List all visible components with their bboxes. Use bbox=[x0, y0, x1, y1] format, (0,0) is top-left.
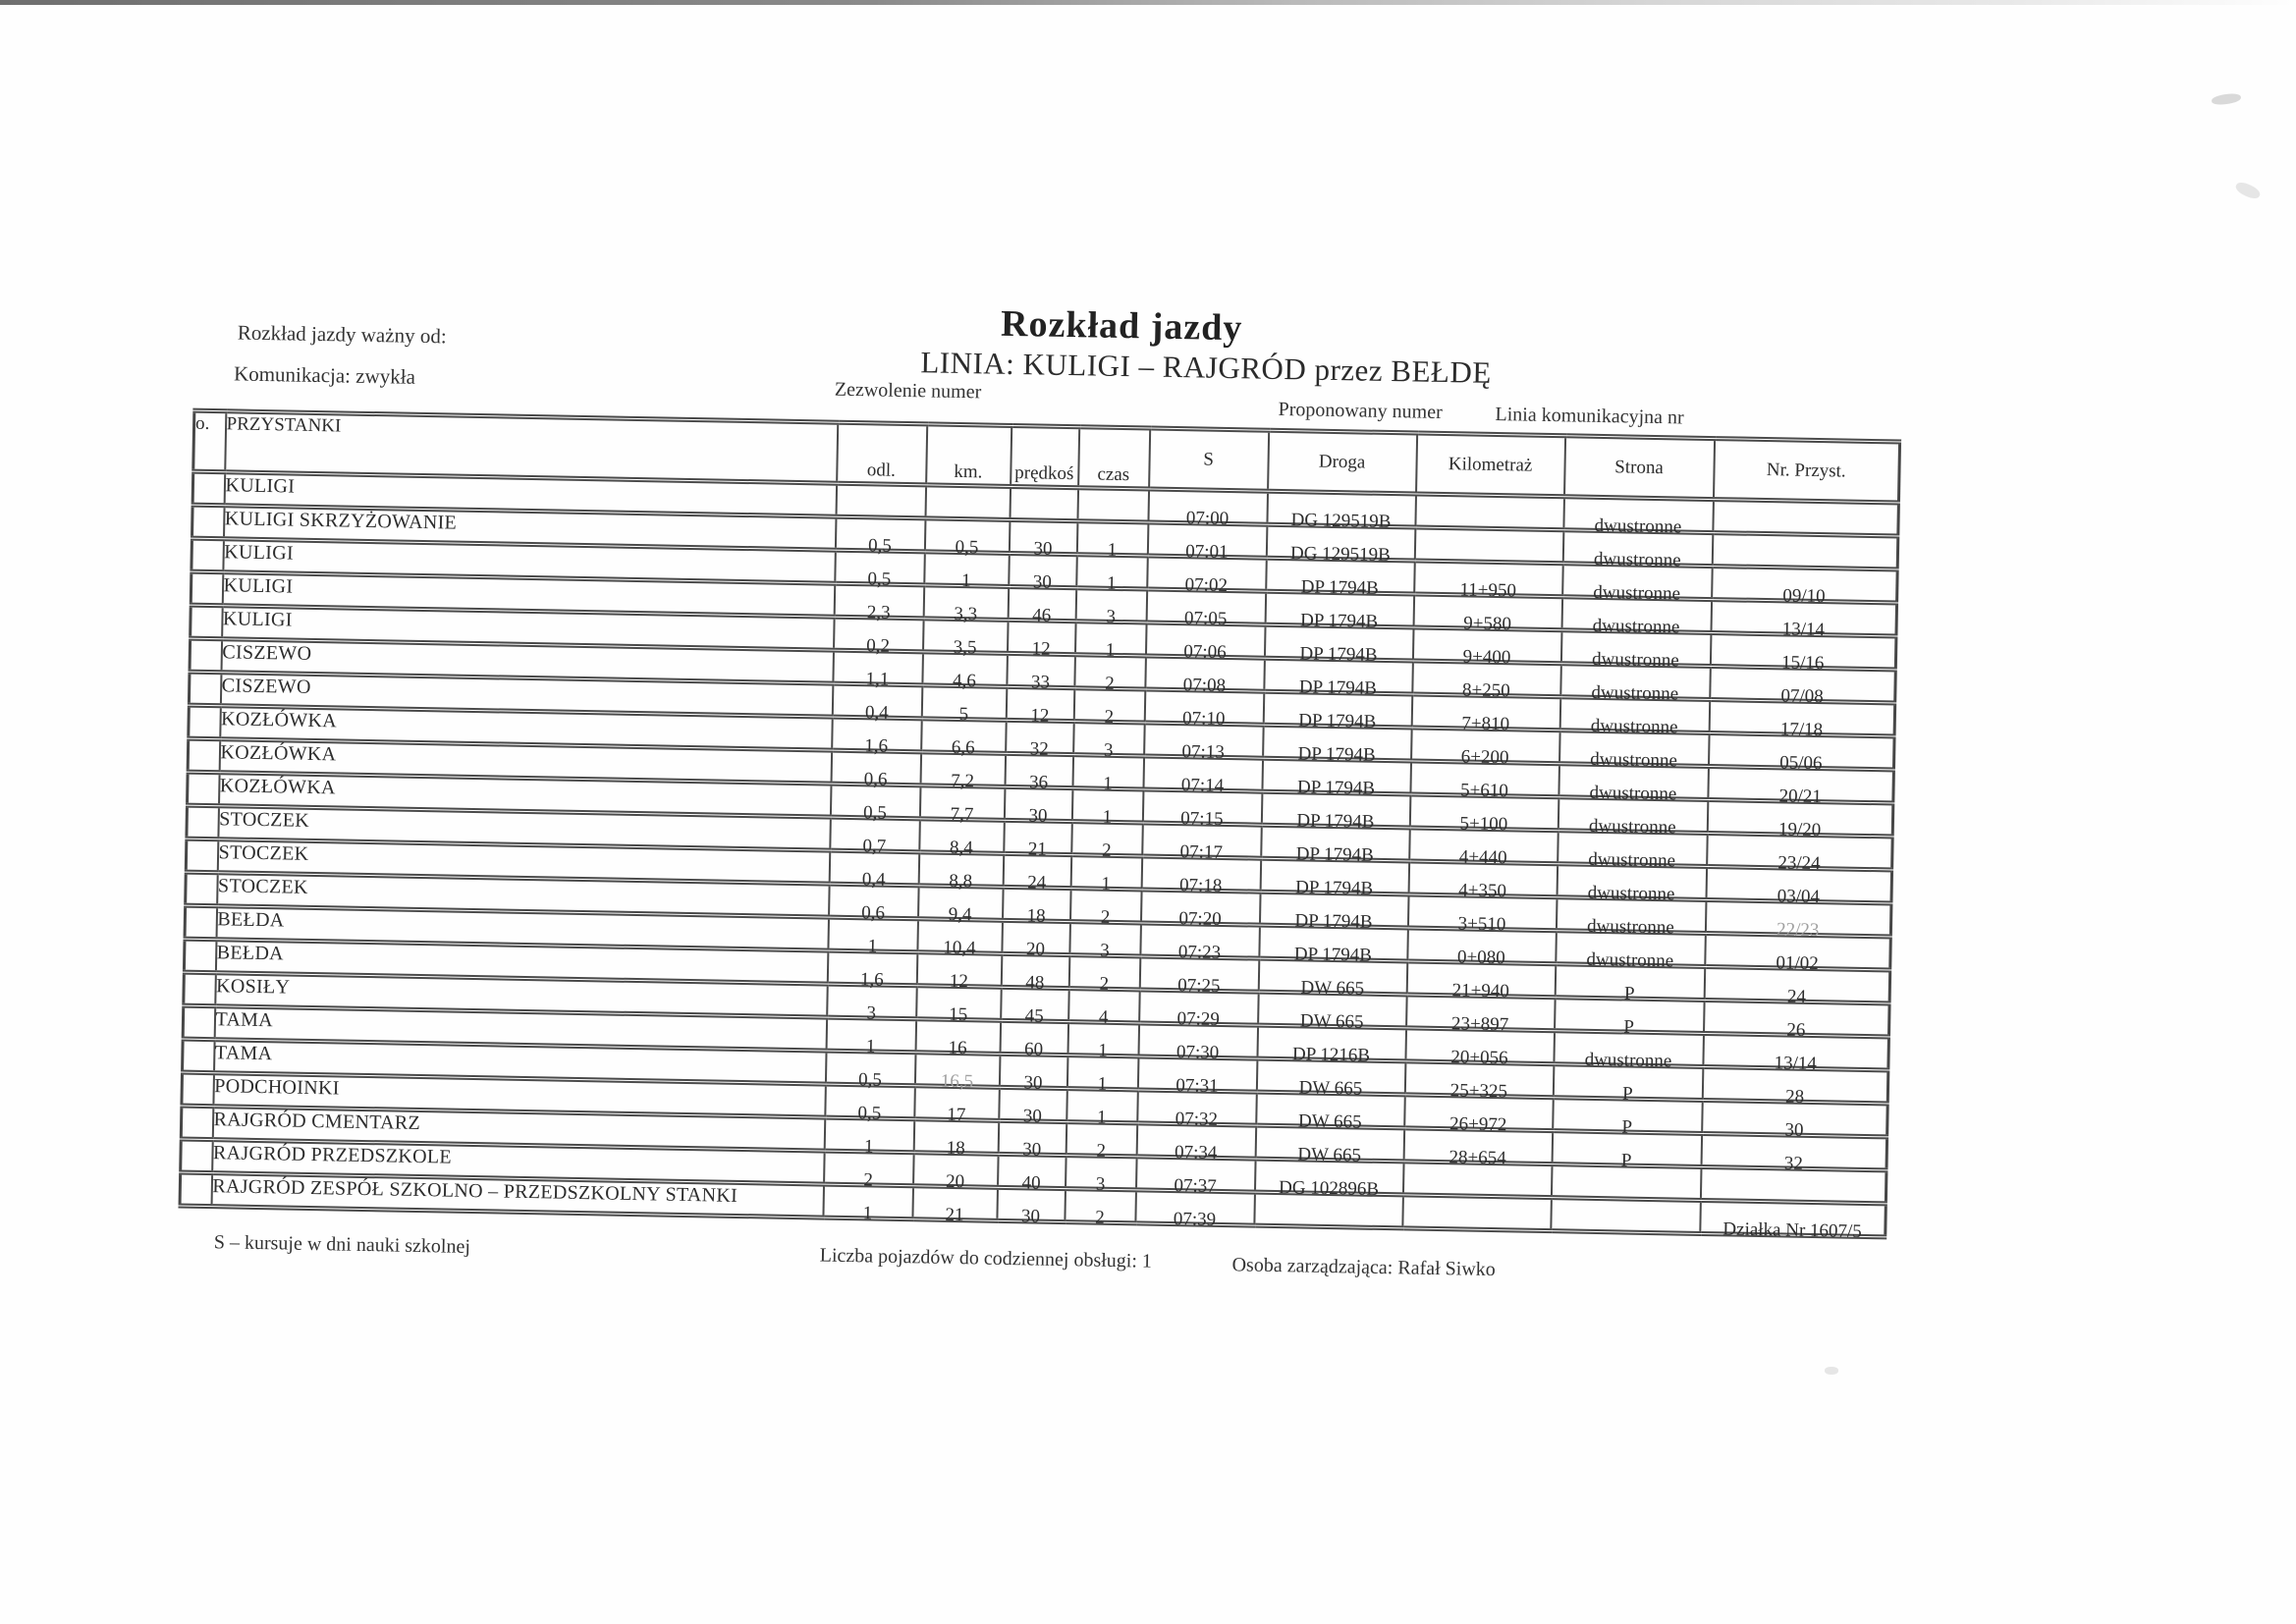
cell-nr-przyst: 07/08 bbox=[1710, 674, 1896, 710]
column-header-predkosc: prędkoś bbox=[1011, 425, 1079, 487]
cell-nr-przyst: 17/18 bbox=[1709, 707, 1895, 743]
cell-stop-name: KOSIŁY bbox=[215, 973, 828, 1017]
cell-s-time: 07:39 bbox=[1135, 1197, 1255, 1232]
cell-droga: DW 665 bbox=[1258, 965, 1407, 1001]
cell-s-time: 07:05 bbox=[1146, 596, 1266, 631]
cell-droga: DW 665 bbox=[1257, 999, 1406, 1035]
cell-czas: 2 bbox=[1071, 829, 1143, 863]
cell-czas: 4 bbox=[1067, 996, 1139, 1030]
cell-predkosc bbox=[1010, 493, 1078, 527]
cell-droga: DG 129519B bbox=[1266, 531, 1415, 568]
cell-lp bbox=[183, 1012, 215, 1047]
cell-s-time: 07:17 bbox=[1142, 830, 1262, 865]
footer-vehicles: Liczba pojazdów do codziennej obsługi: 1 bbox=[819, 1244, 1153, 1272]
cell-s-time: 07:15 bbox=[1142, 796, 1262, 832]
cell-strona: dwustronne bbox=[1557, 871, 1707, 907]
cell-s-time: 07:13 bbox=[1143, 730, 1263, 765]
page-subtitle: LINIA: KULIGI – RAJGRÓD przez BEŁDĘ bbox=[920, 345, 1493, 390]
cell-droga: DP 1794B bbox=[1259, 932, 1408, 968]
cell-droga: DP 1794B bbox=[1264, 631, 1413, 668]
cell-droga: DP 1794B bbox=[1266, 565, 1415, 601]
cell-droga: DP 1794B bbox=[1265, 598, 1414, 634]
column-header-droga: Droga bbox=[1268, 430, 1417, 494]
cell-droga: DP 1794B bbox=[1259, 898, 1408, 935]
cell-predkosc: 30 bbox=[999, 1060, 1067, 1095]
cell-kilometraz: 11+950 bbox=[1414, 568, 1563, 604]
cell-predkosc: 32 bbox=[1005, 727, 1073, 761]
cell-nr-przyst: 05/06 bbox=[1708, 740, 1894, 777]
cell-strona: dwustronne bbox=[1560, 637, 1711, 674]
cell-czas: 1 bbox=[1076, 528, 1148, 563]
page-title: Rozkład jazdy bbox=[1000, 302, 1243, 350]
cell-kilometraz bbox=[1402, 1168, 1552, 1205]
cell-lp bbox=[187, 812, 219, 846]
cell-odl: 0,5 bbox=[825, 1091, 915, 1126]
cell-odl: 2 bbox=[823, 1158, 913, 1193]
cell-kilometraz: 23+897 bbox=[1405, 1001, 1555, 1038]
timetable bbox=[178, 408, 1901, 1240]
cell-nr-przyst: 24 bbox=[1704, 973, 1890, 1009]
cell-km: 4,6 bbox=[922, 659, 1008, 694]
cell-strona: dwustronne bbox=[1558, 771, 1709, 807]
cell-czas: 1 bbox=[1067, 1029, 1139, 1063]
cell-s-time: 07:25 bbox=[1139, 963, 1259, 999]
cell-odl: 0,4 bbox=[829, 857, 919, 893]
cell-s-time: 07:14 bbox=[1143, 763, 1263, 798]
column-header-km: km. bbox=[926, 424, 1011, 487]
cell-stop-name: STOCZEK bbox=[217, 839, 830, 884]
cell-kilometraz: 6+200 bbox=[1410, 734, 1559, 771]
cell-stop-name: TAMA bbox=[214, 1006, 827, 1051]
cell-km: 20 bbox=[912, 1160, 998, 1195]
cell-stop-name: KULIGI bbox=[222, 606, 835, 650]
cell-droga: DP 1794B bbox=[1262, 731, 1411, 768]
cell-stop-name: BEŁDA bbox=[215, 940, 828, 984]
cell-czas: 1 bbox=[1074, 628, 1146, 663]
cell-s-time: 07:37 bbox=[1135, 1164, 1255, 1199]
cell-predkosc: 30 bbox=[997, 1194, 1066, 1228]
cell-nr-przyst bbox=[1700, 1173, 1886, 1210]
cell-nr-przyst: 26 bbox=[1703, 1006, 1889, 1043]
cell-km: 7,2 bbox=[920, 759, 1006, 794]
cell-odl: 0,6 bbox=[828, 891, 918, 926]
cell-stop-name: TAMA bbox=[214, 1040, 827, 1084]
cell-strona: dwustronne bbox=[1563, 504, 1714, 540]
cell-predkosc: 33 bbox=[1007, 660, 1075, 694]
cell-kilometraz bbox=[1415, 501, 1564, 537]
column-header-odl: odl. bbox=[837, 422, 927, 485]
cell-nr-przyst bbox=[1712, 540, 1898, 576]
scan-edge-artifact bbox=[0, 0, 2296, 5]
cell-stop-name: CISZEWO bbox=[221, 639, 834, 683]
cell-predkosc: 36 bbox=[1005, 760, 1073, 794]
cell-predkosc: 24 bbox=[1003, 860, 1071, 894]
cell-s-time: 07:31 bbox=[1137, 1063, 1257, 1099]
proposed-number-label: Proponowany numer bbox=[1278, 398, 1443, 423]
cell-predkosc: 30 bbox=[1009, 526, 1077, 561]
cell-kilometraz: 26+972 bbox=[1404, 1102, 1554, 1138]
cell-czas: 2 bbox=[1073, 695, 1145, 730]
cell-predkosc: 46 bbox=[1008, 593, 1076, 627]
cell-kilometraz bbox=[1402, 1202, 1552, 1238]
cell-czas: 3 bbox=[1065, 1163, 1136, 1197]
cell-odl bbox=[836, 490, 926, 525]
cell-droga: DP 1794B bbox=[1264, 665, 1413, 701]
cell-lp bbox=[184, 979, 216, 1013]
communication-label: Komunikacja: zwykła bbox=[233, 361, 416, 389]
cell-nr-przyst: 22/23 bbox=[1705, 906, 1891, 943]
cell-nr-przyst: 15/16 bbox=[1710, 640, 1896, 677]
cell-nr-przyst: 28 bbox=[1702, 1073, 1888, 1110]
cell-km: 15 bbox=[916, 993, 1002, 1028]
cell-s-time: 07:20 bbox=[1140, 896, 1260, 932]
cell-lp bbox=[192, 478, 225, 513]
cell-kilometraz: 5+100 bbox=[1409, 801, 1558, 838]
cell-odl: 1,6 bbox=[827, 957, 917, 993]
cell-nr-przyst: 09/10 bbox=[1711, 573, 1897, 610]
cell-lp bbox=[189, 678, 221, 713]
cell-lp bbox=[186, 845, 218, 880]
cell-km: 1 bbox=[924, 559, 1010, 594]
cell-kilometraz: 21+940 bbox=[1406, 968, 1556, 1004]
cell-stop-name: KULIGI SKRZYŻOWANIE bbox=[223, 506, 836, 550]
column-header-kilometraz: Kilometraż bbox=[1416, 433, 1565, 497]
cell-strona: dwustronne bbox=[1559, 704, 1710, 740]
cell-stop-name: RAJGRÓD PRZEDSZKOLE bbox=[212, 1140, 825, 1184]
column-header-czas: czas bbox=[1078, 427, 1150, 489]
cell-droga: DG 102896B bbox=[1254, 1165, 1403, 1202]
cell-km: 16,5 bbox=[914, 1059, 1000, 1095]
cell-droga: DP 1794B bbox=[1261, 798, 1410, 835]
cell-czas: 1 bbox=[1076, 562, 1148, 596]
cell-lp bbox=[180, 1179, 212, 1214]
cell-strona: dwustronne bbox=[1562, 537, 1713, 573]
cell-km: 0,5 bbox=[924, 525, 1010, 561]
column-header-strona: Strona bbox=[1563, 436, 1714, 500]
cell-lp bbox=[182, 1046, 214, 1080]
cell-lp bbox=[186, 879, 218, 913]
cell-lp bbox=[191, 512, 224, 546]
cell-odl: 1,1 bbox=[833, 657, 923, 692]
cell-odl: 1 bbox=[826, 1024, 916, 1059]
cell-km: 21 bbox=[912, 1193, 998, 1228]
cell-s-time: 07:02 bbox=[1147, 563, 1267, 598]
cell-odl: 0,2 bbox=[833, 623, 923, 659]
cell-nr-przyst bbox=[1713, 507, 1899, 543]
cell-czas: 2 bbox=[1069, 895, 1141, 930]
cell-kilometraz: 4+350 bbox=[1408, 868, 1558, 904]
cell-strona: P bbox=[1552, 1138, 1702, 1174]
cell-strona: dwustronne bbox=[1561, 604, 1712, 640]
cell-predkosc: 30 bbox=[1009, 560, 1077, 594]
cell-nr-przyst: 13/14 bbox=[1703, 1040, 1889, 1076]
cell-s-time: 07:00 bbox=[1148, 496, 1268, 531]
cell-lp bbox=[190, 612, 222, 646]
cell-km: 10,4 bbox=[917, 926, 1003, 961]
cell-strona: P bbox=[1555, 971, 1705, 1007]
cell-km: 12 bbox=[916, 959, 1002, 995]
cell-lp bbox=[191, 578, 223, 613]
cell-strona: dwustronne bbox=[1560, 671, 1711, 707]
cell-czas bbox=[1077, 495, 1149, 529]
cell-nr-przyst: 23/24 bbox=[1706, 839, 1892, 876]
cell-kilometraz bbox=[1414, 534, 1563, 570]
cell-czas: 1 bbox=[1066, 1096, 1138, 1130]
cell-kilometraz: 25+325 bbox=[1404, 1068, 1554, 1105]
cell-strona: dwustronne bbox=[1558, 838, 1708, 874]
cell-lp bbox=[181, 1112, 213, 1147]
cell-czas: 2 bbox=[1068, 962, 1140, 997]
cell-lp bbox=[188, 745, 220, 780]
cell-kilometraz: 8+250 bbox=[1412, 668, 1561, 704]
cell-lp bbox=[189, 712, 221, 746]
cell-droga: DW 665 bbox=[1256, 1065, 1405, 1102]
cell-nr-przyst: 30 bbox=[1702, 1107, 1888, 1143]
cell-czas: 1 bbox=[1066, 1062, 1138, 1097]
cell-predkosc: 30 bbox=[1004, 793, 1072, 828]
cell-kilometraz: 4+440 bbox=[1409, 835, 1558, 871]
cell-predkosc: 20 bbox=[1002, 927, 1070, 961]
column-header-stops: PRZYSTANKI bbox=[225, 411, 838, 483]
cell-kilometraz: 28+654 bbox=[1403, 1135, 1553, 1171]
cell-predkosc: 60 bbox=[1000, 1027, 1068, 1061]
cell-s-time: 07:10 bbox=[1144, 696, 1264, 731]
cell-km: 8,8 bbox=[918, 859, 1004, 894]
cell-stop-name: BEŁDA bbox=[216, 906, 829, 950]
cell-kilometraz: 0+080 bbox=[1407, 935, 1557, 971]
cell-predkosc: 45 bbox=[1000, 994, 1068, 1028]
cell-droga: DP 1794B bbox=[1260, 865, 1409, 901]
cell-km: 7,7 bbox=[919, 792, 1005, 828]
cell-czas: 3 bbox=[1072, 729, 1144, 763]
cell-km: 6,6 bbox=[920, 726, 1006, 761]
cell-odl: 0,5 bbox=[830, 790, 920, 826]
cell-czas: 3 bbox=[1075, 595, 1147, 629]
cell-s-time: 07:06 bbox=[1145, 629, 1265, 665]
cell-strona: P bbox=[1553, 1071, 1703, 1108]
cell-km bbox=[925, 492, 1011, 527]
cell-nr-przyst: 03/04 bbox=[1706, 873, 1892, 909]
cell-lp bbox=[181, 1146, 213, 1180]
cell-lp bbox=[190, 645, 222, 679]
cell-nr-przyst: 32 bbox=[1701, 1140, 1887, 1176]
cell-s-time: 07:34 bbox=[1136, 1130, 1256, 1165]
cell-s-time: 07:32 bbox=[1137, 1097, 1257, 1132]
cell-kilometraz: 7+810 bbox=[1411, 701, 1560, 737]
cell-km: 5 bbox=[921, 692, 1007, 728]
cell-s-time: 07:18 bbox=[1141, 863, 1261, 898]
valid-from-label: Rozkład jazdy ważny od: bbox=[237, 320, 447, 349]
cell-odl: 0,5 bbox=[835, 523, 925, 559]
cell-strona: dwustronne bbox=[1556, 938, 1706, 974]
cell-s-time: 07:30 bbox=[1138, 1030, 1258, 1065]
line-number-label: Linia komunikacyjna nr bbox=[1495, 403, 1684, 429]
cell-nr-przyst: 01/02 bbox=[1705, 940, 1891, 976]
cell-strona bbox=[1551, 1205, 1701, 1241]
cell-czas: 2 bbox=[1066, 1129, 1137, 1164]
cell-s-time: 07:08 bbox=[1145, 663, 1265, 698]
cell-lp bbox=[182, 1079, 214, 1113]
cell-odl: 1,6 bbox=[832, 724, 922, 759]
cell-droga: DP 1794B bbox=[1261, 832, 1410, 868]
column-header-nr-przyst: Nr. Przyst. bbox=[1713, 439, 1899, 503]
cell-czas: 3 bbox=[1069, 929, 1141, 963]
cell-droga: DP 1216B bbox=[1257, 1032, 1406, 1068]
cell-stop-name: KULIGI bbox=[222, 572, 835, 617]
cell-km: 18 bbox=[913, 1126, 999, 1162]
cell-strona: P bbox=[1553, 1105, 1703, 1141]
column-header-s: S bbox=[1149, 428, 1269, 491]
cell-predkosc: 48 bbox=[1001, 960, 1069, 995]
cell-kilometraz: 5+610 bbox=[1410, 768, 1559, 804]
cell-strona bbox=[1551, 1171, 1701, 1208]
cell-stop-name: STOCZEK bbox=[218, 806, 831, 850]
cell-czas: 1 bbox=[1070, 862, 1142, 896]
cell-nr-przyst: Działka Nr 1607/5 bbox=[1700, 1207, 1886, 1243]
cell-czas: 2 bbox=[1065, 1196, 1136, 1230]
cell-stop-name: PODCHOINKI bbox=[213, 1073, 826, 1117]
cell-stop-name: KOZŁÓWKA bbox=[219, 739, 832, 784]
cell-stop-name: KOZŁÓWKA bbox=[218, 773, 831, 817]
cell-czas: 2 bbox=[1074, 662, 1146, 696]
cell-lp bbox=[185, 912, 217, 947]
cell-km: 8,4 bbox=[919, 826, 1005, 861]
footer-manager: Osoba zarządzająca: Rafał Siwko bbox=[1231, 1254, 1496, 1281]
footer-note: S – kursuje w dni nauki szkolnej bbox=[213, 1231, 471, 1258]
cell-odl: 0,7 bbox=[830, 824, 920, 859]
cell-strona: P bbox=[1554, 1004, 1704, 1041]
cell-kilometraz: 9+580 bbox=[1413, 601, 1562, 637]
cell-km: 3,3 bbox=[923, 592, 1009, 627]
cell-predkosc: 12 bbox=[1006, 693, 1074, 728]
cell-nr-przyst: 19/20 bbox=[1707, 807, 1893, 843]
cell-stop-name: STOCZEK bbox=[217, 873, 830, 917]
cell-kilometraz: 3+510 bbox=[1407, 901, 1557, 938]
cell-predkosc: 40 bbox=[997, 1161, 1066, 1195]
cell-strona: dwustronne bbox=[1562, 570, 1713, 607]
column-header-lp: o. bbox=[193, 410, 226, 472]
cell-stop-name: RAJGRÓD CMENTARZ bbox=[212, 1107, 825, 1151]
cell-predkosc: 18 bbox=[1002, 893, 1070, 928]
cell-odl: 0,6 bbox=[831, 757, 921, 792]
cell-km: 16 bbox=[915, 1026, 1001, 1061]
cell-strona: dwustronne bbox=[1558, 804, 1708, 840]
cell-kilometraz: 20+056 bbox=[1405, 1035, 1555, 1071]
cell-odl: 1 bbox=[823, 1191, 913, 1226]
cell-strona: dwustronne bbox=[1556, 904, 1706, 941]
cell-stop-name: KULIGI bbox=[224, 472, 837, 516]
cell-predkosc: 21 bbox=[1004, 827, 1072, 861]
cell-kilometraz: 9+400 bbox=[1412, 634, 1561, 671]
cell-km: 3,5 bbox=[922, 625, 1008, 661]
cell-droga: DP 1794B bbox=[1263, 698, 1412, 734]
cell-odl: 1 bbox=[828, 924, 918, 959]
cell-droga: DW 665 bbox=[1255, 1132, 1404, 1168]
cell-predkosc: 30 bbox=[998, 1127, 1066, 1162]
cell-droga bbox=[1254, 1199, 1403, 1235]
cell-odl: 0,5 bbox=[825, 1057, 915, 1093]
permit-number-label: Zezwolenie numer bbox=[834, 378, 982, 404]
cell-lp bbox=[184, 946, 216, 980]
cell-czas: 1 bbox=[1071, 795, 1143, 830]
cell-stop-name: CISZEWO bbox=[220, 673, 833, 717]
cell-odl: 0,4 bbox=[832, 690, 922, 726]
cell-nr-przyst: 13/14 bbox=[1711, 607, 1897, 643]
cell-stop-name: KULIGI bbox=[223, 539, 836, 583]
cell-predkosc: 12 bbox=[1007, 626, 1075, 661]
cell-stop-name: KOZŁÓWKA bbox=[220, 706, 833, 750]
cell-strona: dwustronne bbox=[1554, 1038, 1704, 1074]
cell-s-time: 07:23 bbox=[1140, 930, 1260, 965]
cell-lp bbox=[187, 779, 219, 813]
cell-czas: 1 bbox=[1072, 762, 1144, 796]
cell-predkosc: 30 bbox=[999, 1094, 1067, 1128]
cell-droga: DW 665 bbox=[1256, 1099, 1405, 1135]
cell-s-time: 07:29 bbox=[1138, 997, 1258, 1032]
cell-odl: 2,3 bbox=[834, 590, 924, 625]
cell-s-time: 07:01 bbox=[1147, 529, 1267, 565]
cell-odl: 0,5 bbox=[835, 557, 925, 592]
cell-droga: DG 129519B bbox=[1267, 498, 1416, 534]
cell-odl: 1 bbox=[824, 1124, 914, 1160]
cell-lp bbox=[191, 545, 224, 579]
cell-nr-przyst: 20/21 bbox=[1708, 774, 1894, 810]
cell-km: 9,4 bbox=[917, 893, 1003, 928]
cell-droga: DP 1794B bbox=[1262, 765, 1411, 801]
cell-strona: dwustronne bbox=[1558, 737, 1709, 774]
cell-km: 17 bbox=[914, 1093, 1000, 1128]
cell-stop-name: RAJGRÓD ZESPÓŁ SZKOLNO – PRZEDSZKOLNY STANKI bbox=[211, 1173, 824, 1218]
cell-odl: 3 bbox=[827, 991, 917, 1026]
